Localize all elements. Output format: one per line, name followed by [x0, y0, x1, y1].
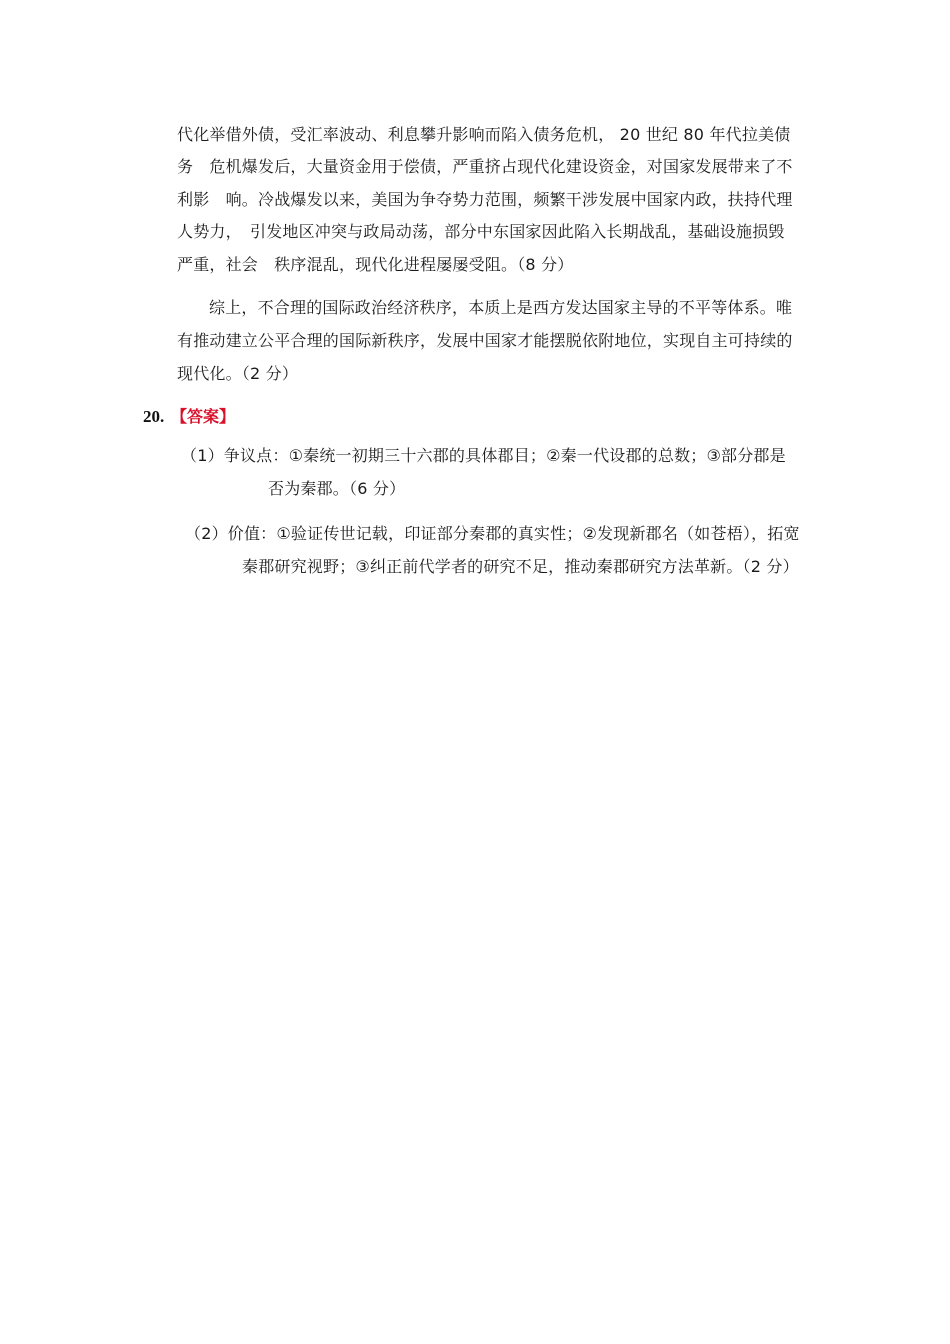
- essay-para1-line-3: 利影 响。冷战爆发以来，美国为争夺势力范围，频繁干涉发展中国家内政，扶持代理: [177, 190, 793, 209]
- answer-part1-line-2: 否为秦郡。（6 分）: [268, 479, 406, 498]
- question-number: 20.: [143, 407, 165, 426]
- essay-para1-line-1: 代化举借外债，受汇率波动、利息攀升影响而陷入债务危机， 20 世纪 80 年代拉美债: [177, 125, 791, 144]
- essay-para2-line-1: 综上，不合理的国际政治经济秩序，本质上是西方发达国家主导的不平等体系。唯: [209, 298, 793, 317]
- essay-para1-line-2: 务 危机爆发后，大量资金用于偿债，严重挤占现代化建设资金，对国家发展带来了不: [177, 157, 793, 176]
- essay-para1-line-4: 人势力， 引发地区冲突与政局动荡，部分中东国家因此陷入长期战乱，基础设施损毁: [177, 222, 785, 241]
- essay-para1-line-5: 严重，社会 秩序混乱，现代化进程屡屡受阻。（8 分）: [177, 255, 574, 274]
- answer-part1-line-1: （1）争议点：①秦统一初期三十六郡的具体郡目；②秦一代设郡的总数；③部分郡是: [181, 446, 786, 465]
- answer-part2-line-2: 秦郡研究视野；③纠正前代学者的研究不足，推动秦郡研究方法革新。（2 分）: [242, 557, 799, 576]
- essay-para2-line-3: 现代化。（2 分）: [177, 364, 299, 383]
- answer-part2-line-1: （2）价值：①验证传世记载，印证部分秦郡的真实性；②发现新郡名（如苍梧），拓宽: [185, 524, 800, 543]
- answer-label: 【答案】: [171, 407, 236, 426]
- essay-para2-line-2: 有推动建立公平合理的国际新秩序，发展中国家才能摆脱依附地位，实现自主可持续的: [177, 331, 793, 350]
